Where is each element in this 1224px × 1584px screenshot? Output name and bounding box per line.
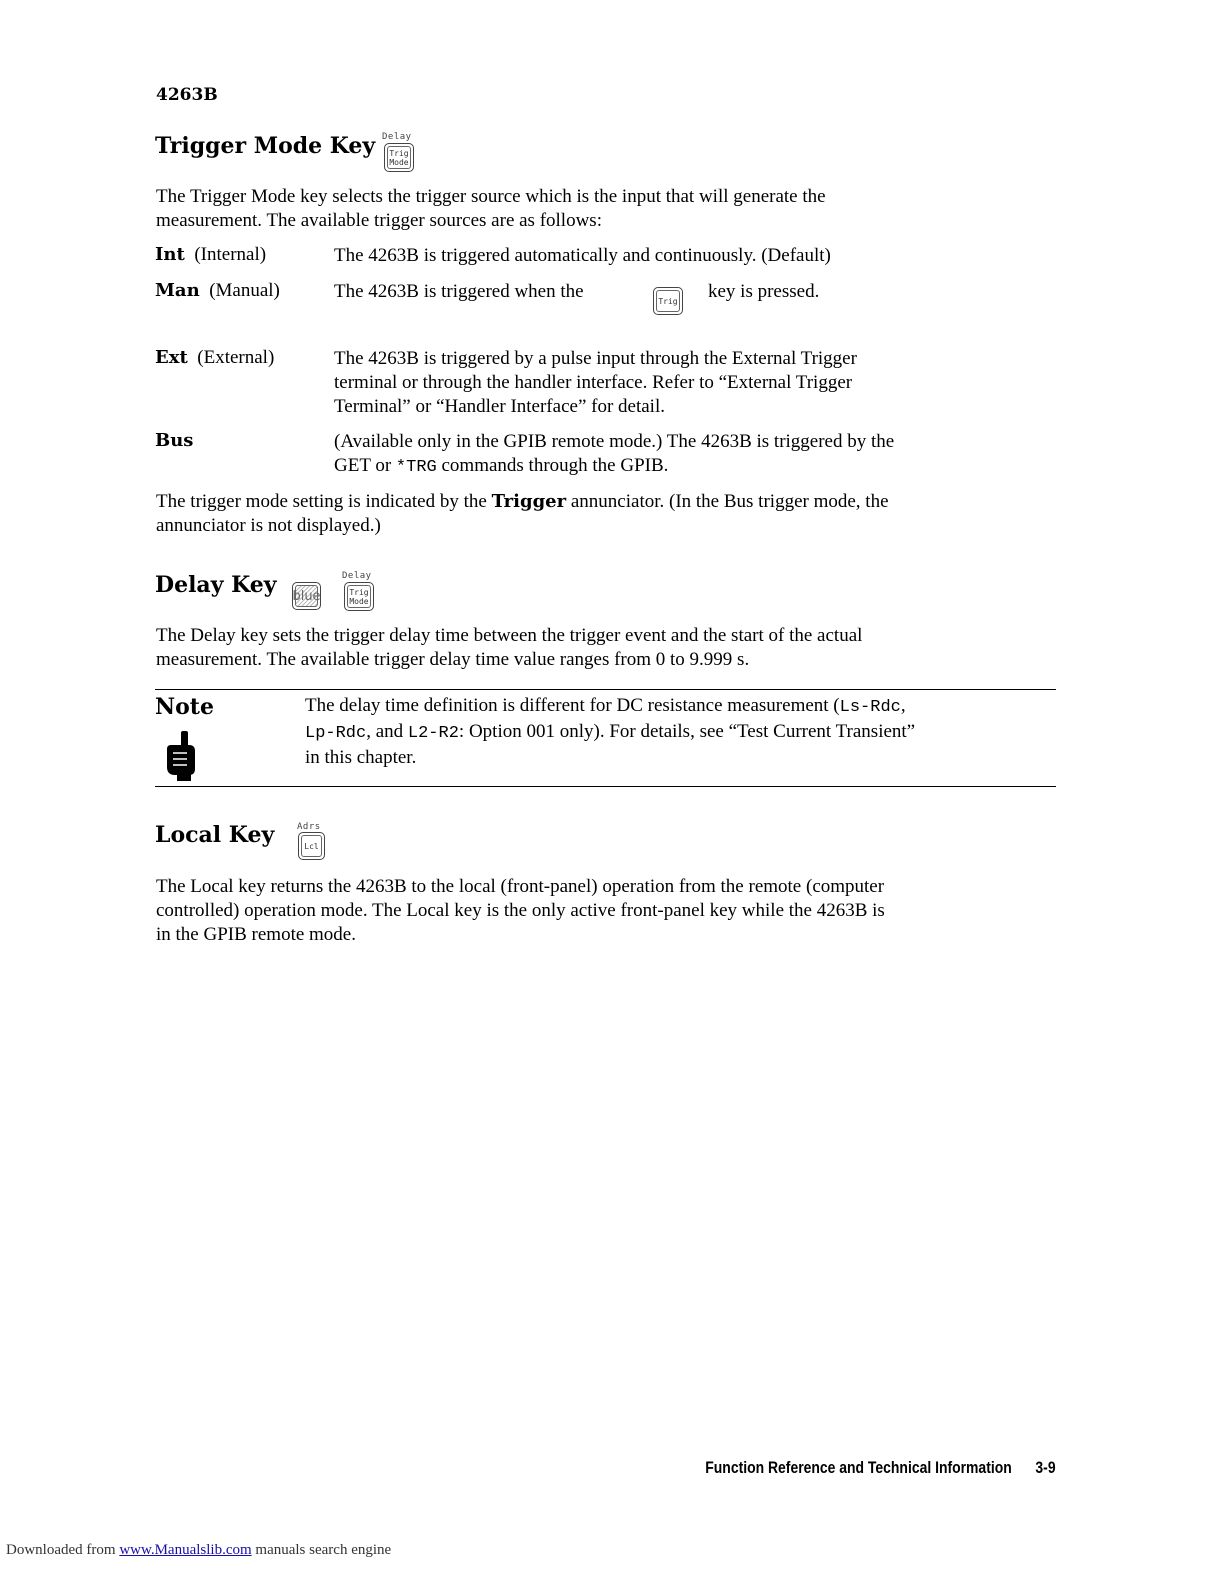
desc-line: (Available only in the GPIB remote mode.) The 4263B is triggered by the [334, 431, 895, 452]
code-ls-rdc: Ls-Rdc [839, 698, 901, 717]
term-label: Bus [155, 430, 194, 451]
source-desc-ext [334, 347, 857, 419]
key-line: Trig [658, 296, 678, 306]
desc-line: terminal or through the handler interface. Refer to “External Trigger [334, 372, 853, 393]
trig-key-icon [653, 287, 683, 315]
trig-mode-key-icon [384, 143, 414, 172]
desc-line: measurement. The available trigger delay time value ranges from 0 to 9.999 s. [156, 649, 750, 670]
text-run: manuals search engine [251, 1542, 392, 1558]
key-line: Lcl [304, 841, 319, 851]
code-l2-r2: L2-R2 [407, 724, 459, 743]
key-shift-label: Delay [342, 571, 372, 581]
key-shift-label: Delay [382, 132, 412, 142]
source-term-bus [155, 430, 193, 452]
delay-description [156, 624, 862, 672]
term-paren: (Manual) [209, 280, 280, 301]
desc-line: in the GPIB remote mode. [156, 924, 356, 945]
download-attribution [6, 1542, 391, 1559]
desc-line: controlled) operation mode. The Local key is the only active front-panel key while the 4263B is [156, 900, 885, 921]
text-run: , [900, 695, 906, 716]
footer-page-number: 3-9 [1035, 1458, 1056, 1477]
term-label: Int [155, 244, 185, 265]
note-top-rule [155, 689, 1056, 690]
source-term-ext [155, 347, 274, 369]
manualslib-link[interactable]: www.Manualslib.com [119, 1542, 252, 1558]
source-desc-man-end: key is pressed. [708, 281, 820, 302]
key-line: Mode [389, 157, 409, 167]
intro-line: The Trigger Mode key selects the trigger source which is the input that will generate the [156, 186, 826, 207]
term-paren: (External) [197, 347, 275, 368]
local-description [156, 875, 885, 947]
text-run: The trigger mode setting is indicated by the [156, 491, 492, 512]
text-run: : Option 001 only). For details, see “Test Current Transient” [458, 721, 916, 742]
outro-line: annunciator is not displayed.) [156, 515, 381, 536]
trig-mode-key-icon [344, 582, 374, 611]
code-lp-rdc: Lp-Rdc [305, 724, 367, 743]
key-line: Trig [349, 587, 369, 597]
source-desc-bus [334, 430, 894, 480]
source-desc-man: The 4263B is triggered when the [334, 281, 584, 302]
text-run: commands through the GPIB. [436, 455, 669, 476]
trigger-mode-outro [156, 490, 889, 538]
note-text [305, 694, 915, 770]
desc-line: The Delay key sets the trigger delay time between the trigger event and the start of the actual [156, 625, 863, 646]
trigger-annunciator-label: Trigger [491, 491, 567, 512]
note-line [305, 694, 915, 720]
text-run: , and [366, 721, 408, 742]
term-label: Man [155, 280, 200, 301]
section-title-delay: Delay Key [155, 572, 277, 598]
note-bottom-rule [155, 786, 1056, 787]
term-label: Ext [155, 347, 188, 368]
intro-line: measurement. The available trigger sources are as follows: [156, 210, 602, 231]
text-run: GET or [334, 455, 396, 476]
section-title-local: Local Key [155, 822, 275, 848]
key-shift-label: Adrs [297, 822, 321, 832]
text-run: annunciator. (In the Bus trigger mode, the [566, 491, 889, 512]
key-line: blue [292, 588, 321, 604]
desc-line: The 4263B is triggered by a pulse input through the External Trigger [334, 348, 857, 369]
trigger-mode-intro [156, 185, 826, 233]
source-desc-int: The 4263B is triggered automatically and continuously. (Default) [334, 245, 831, 266]
source-term-int [155, 244, 266, 266]
code-trg: *TRG [395, 458, 437, 477]
desc-line: Terminal” or “Handler Interface” for detail. [334, 396, 665, 417]
key-line: Mode [349, 596, 369, 606]
footer-chapter-title: Function Reference and Technical Information [705, 1458, 1012, 1477]
lcl-key-icon [298, 832, 325, 860]
term-paren: (Internal) [194, 244, 267, 265]
note-line: in this chapter. [305, 747, 417, 768]
source-term-man [155, 280, 280, 302]
desc-line [334, 454, 894, 480]
note-line [305, 720, 915, 746]
blue-key-icon [292, 582, 321, 610]
text-run: The delay time definition is different for DC resistance measurement ( [305, 695, 840, 716]
section-title-trigger-mode: Trigger Mode Key [155, 133, 376, 159]
pointing-hand-icon [163, 729, 199, 781]
outro-line [156, 490, 889, 514]
note-label: Note [155, 694, 214, 720]
page-header-model: 4263B [156, 85, 218, 105]
key-line: Trig [389, 148, 409, 158]
text-run: Downloaded from [6, 1542, 120, 1558]
desc-line: The Local key returns the 4263B to the local (front-panel) operation from the remote (computer [156, 876, 885, 897]
